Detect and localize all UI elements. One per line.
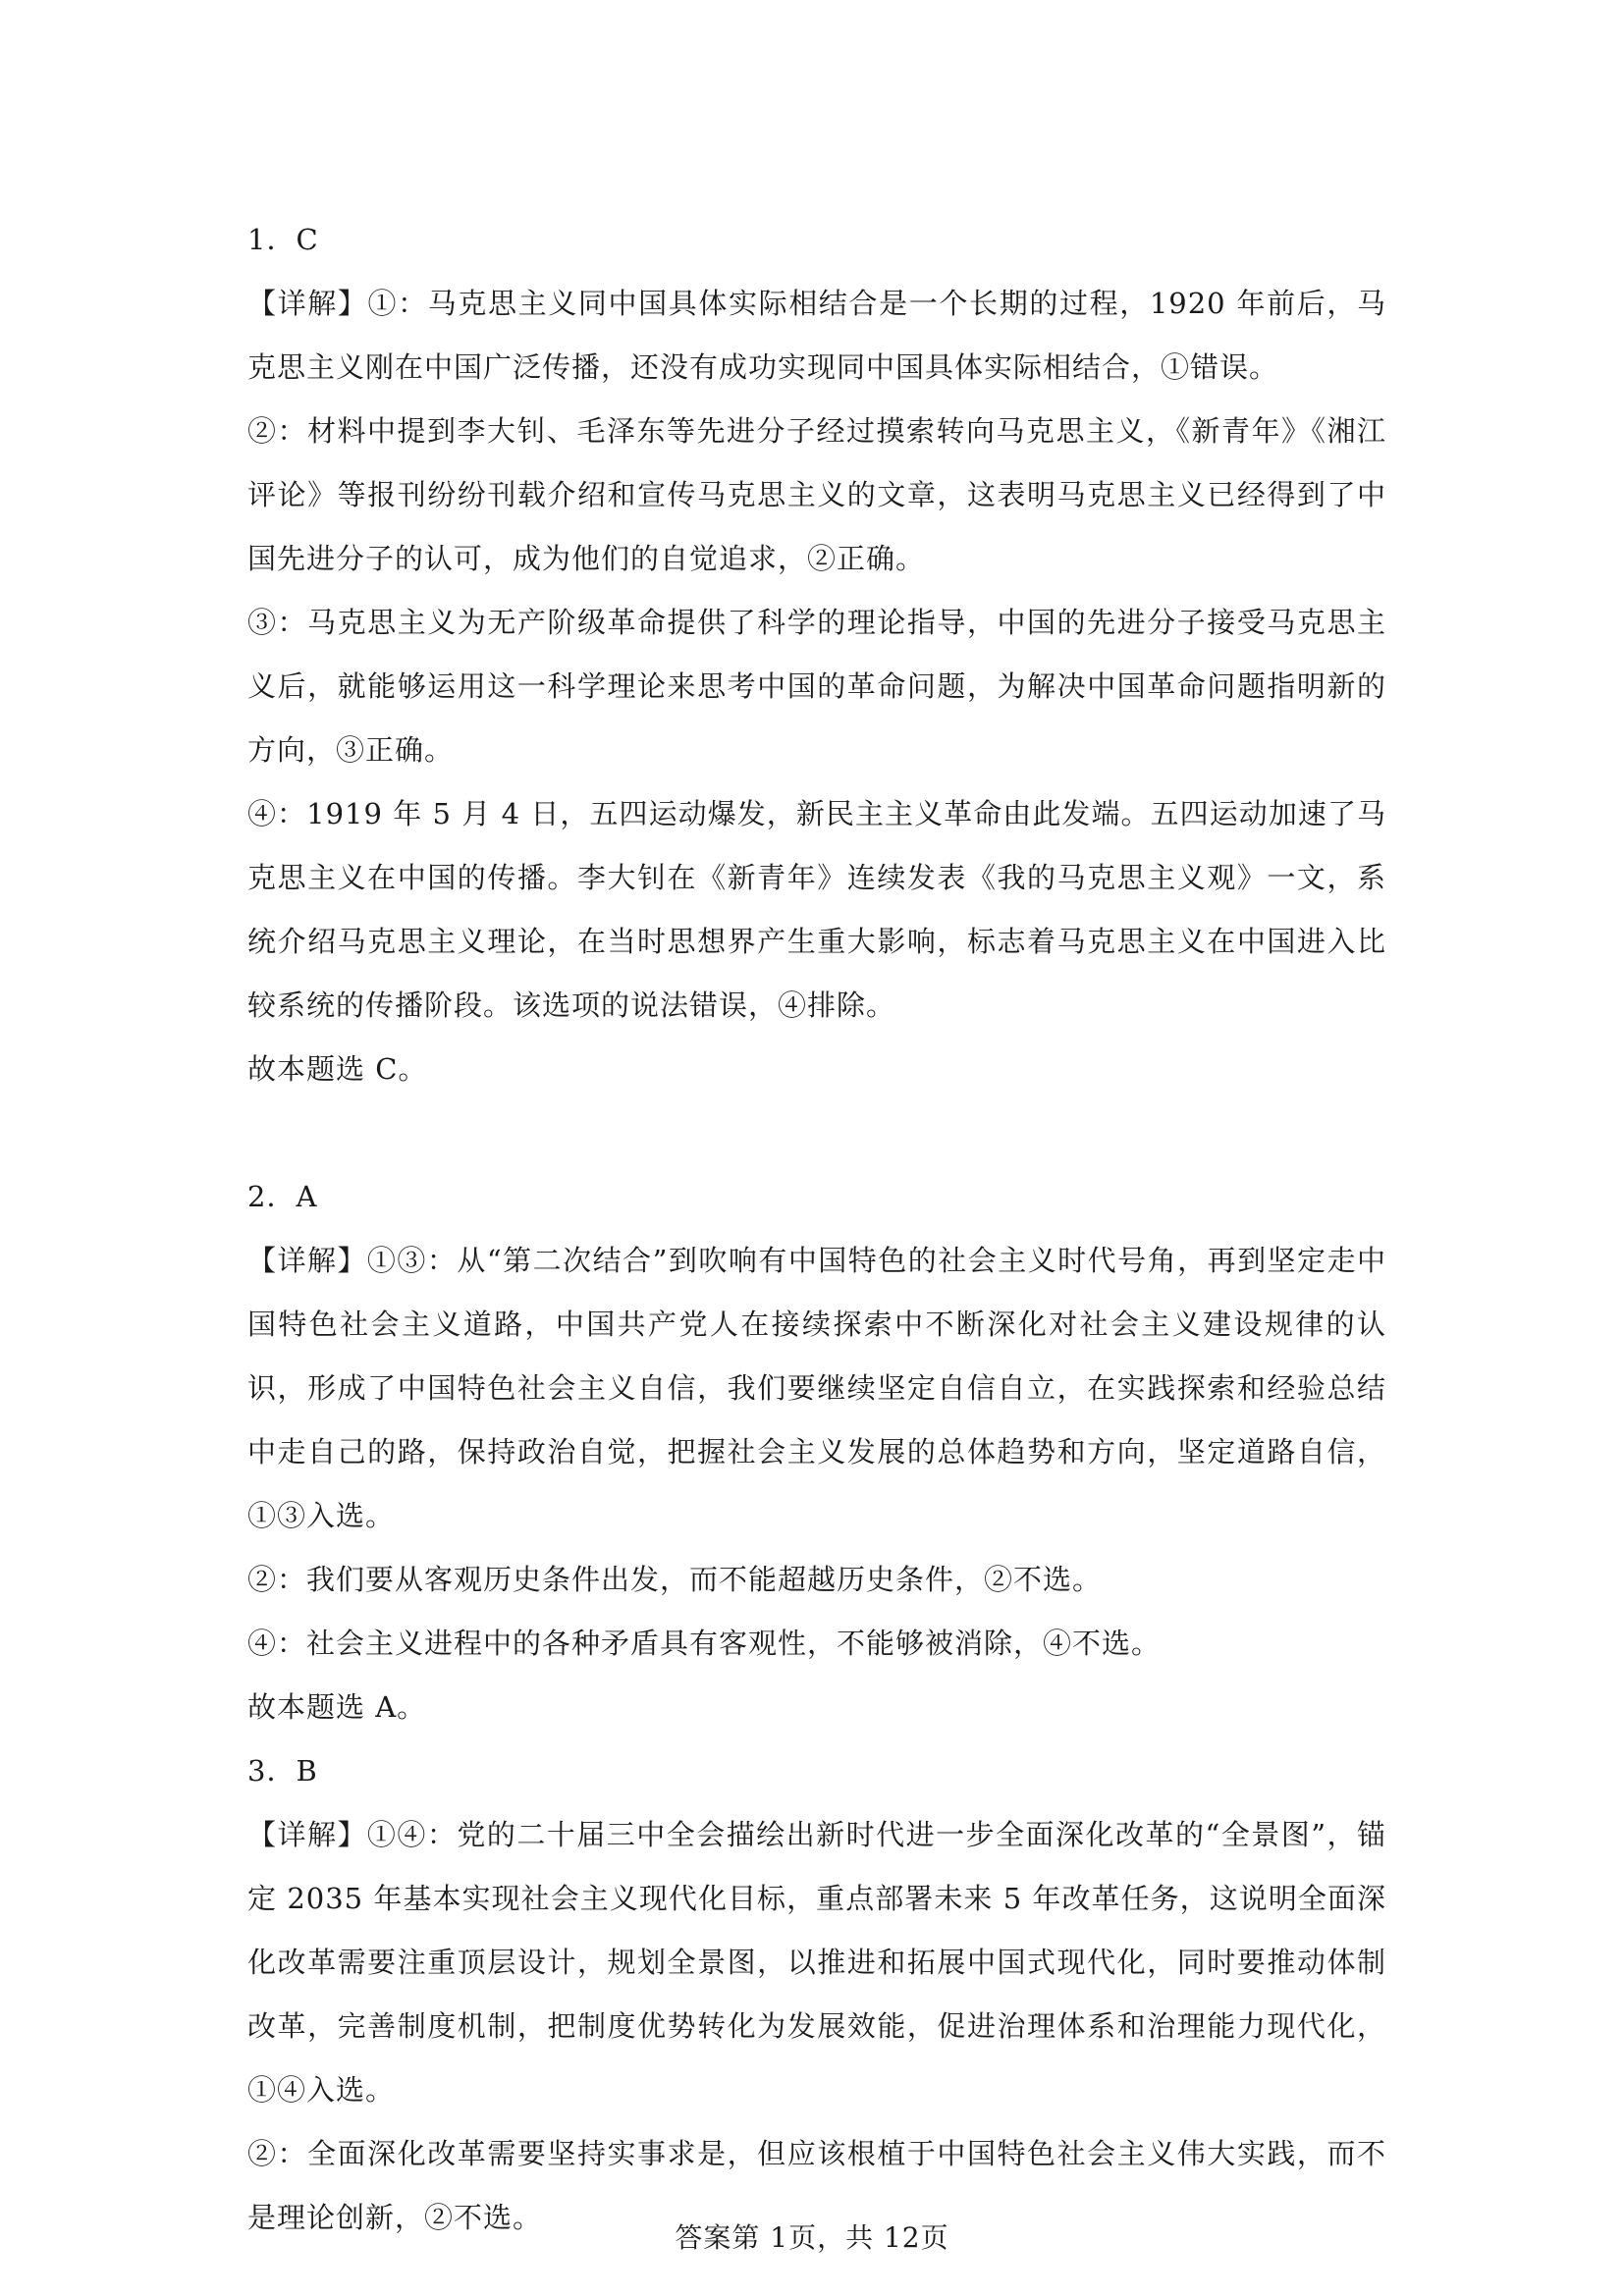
section-spacer <box>247 1101 1386 1165</box>
paragraph: ④：1919 年 5 月 4 日，五四运动爆发，新民主主义革命由此发端。五四运动加速了马克思主义在中国的传播。李大钊在《新青年》连续发表《我的马克思主义观》一文，系统介绍马克思主义理论，在当时思想界产生重大影响，标志着马克思主义在中国进入比较系统的传播阶段。该选项的说法错误，④排除。 <box>247 797 1386 1022</box>
question-1 <box>247 208 1386 1101</box>
paragraph: ③：马克思主义为无产阶级革命提供了科学的理论指导，中国的先进分子接受马克思主义后，就能够运用这一科学理论来思考中国的革命问题，为解决中国革命问题指明新的方向，③正确。 <box>247 606 1386 767</box>
paragraph: 故本题选 C。 <box>247 1052 428 1086</box>
paragraph: 【详解】①：马克思主义同中国具体实际相结合是一个长期的过程，1920 年前后，马克思主义刚在中国广泛传播，还没有成功实现同中国具体实际相结合，①错误。 <box>247 287 1386 384</box>
paragraph: ②：我们要从客观历史条件出发，而不能超越历史条件，②不选。 <box>247 1563 1103 1596</box>
question-number: 2．A <box>247 1180 318 1213</box>
paragraph: 【详解】①④：党的二十届三中全会描绘出新时代进一步全面深化改革的“全景图”，锚定 2035 年基本实现社会主义现代化目标，重点部署未来 5 年改革任务，这说明全面深化改革需要注重顶层设计，规划全景图，以推进和拓展中国式现代化，同时要推动体制改革，完善制度机制，把制度优势转化为发展效能，促进治理体系和治理能力现代化，①④入选。 <box>247 1818 1386 2107</box>
question-number: 3．B <box>247 1754 318 1788</box>
paragraph: 故本题选 A。 <box>247 1690 427 1724</box>
paragraph: ②：材料中提到李大钊、毛泽东等先进分子经过摸索转向马克思主义，《新青年》《湘江评论》等报刊纷纷刊载介绍和宣传马克思主义的文章，这表明马克思主义已经得到了中国先进分子的认可，成为他们的自觉追求，②正确。 <box>247 414 1386 575</box>
paragraph: ④：社会主义进程中的各种矛盾具有客观性，不能够被消除，④不选。 <box>247 1627 1162 1660</box>
page-footer: 答案第 1页，共 12页 <box>675 2221 949 2254</box>
question-3 <box>247 1739 1386 2250</box>
paragraph: ②：全面深化改革需要坚持实事求是，但应该根植于中国特色社会主义伟大实践，而不是理论创新，②不选。 <box>247 2137 1386 2234</box>
paragraph: 【详解】①③：从“第二次结合”到吹响有中国特色的社会主义时代号角，再到坚定走中国特色社会主义道路，中国共产党人在接续探索中不断深化对社会主义建设规律的认识，形成了中国特色社会主义自信，我们要继续坚定自信自立，在实践探索和经验总结中走自己的路，保持政治自觉，把握社会主义发展的总体趋势和方向，坚定道路自信，①③入选。 <box>247 1244 1386 1532</box>
question-2 <box>247 1165 1386 1739</box>
answer-content <box>247 208 1386 2250</box>
question-number: 1．C <box>247 223 319 256</box>
